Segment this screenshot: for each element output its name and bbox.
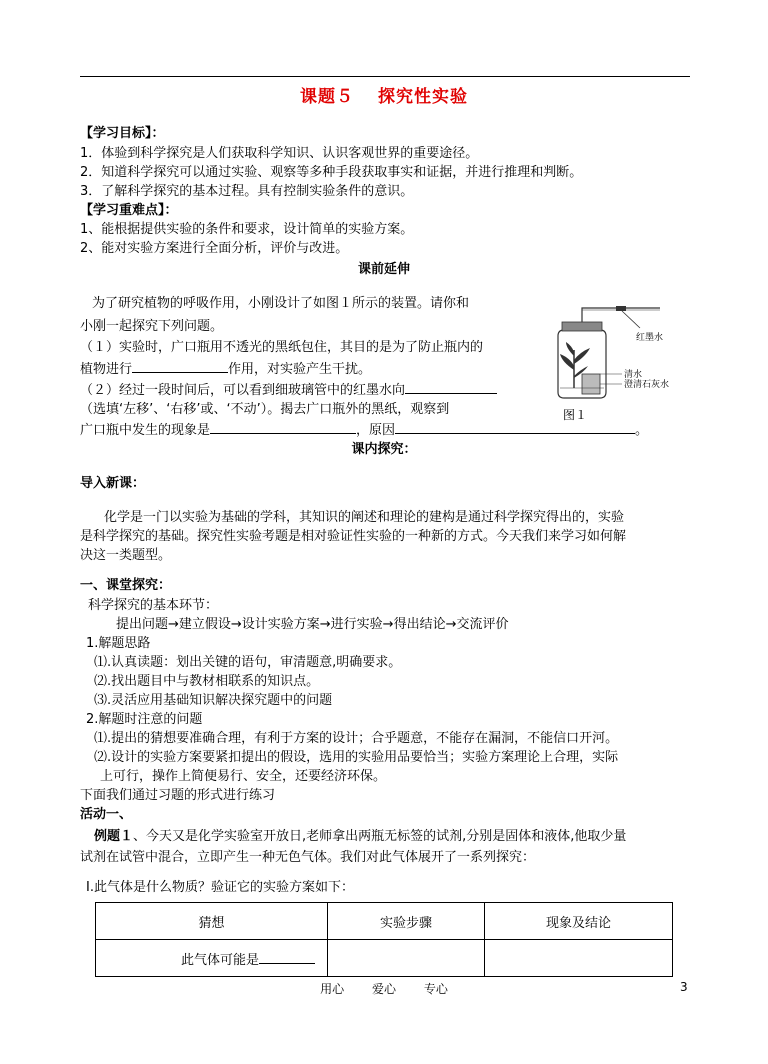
preclass-q2a xyxy=(80,380,497,400)
answer-blank-respiration[interactable] xyxy=(132,359,228,373)
note-2a: ⑵.设计的实验方案要紧扣提出的假设，选用的实验用品要恰当；实验方案理论上合理，实际 xyxy=(94,750,619,765)
activity-question: Ⅰ.此气体是什么物质？验证它的实验方案如下： xyxy=(86,880,354,895)
example-line-2: 试剂在试管中混合，立即产生一种无色气体。我们对此气体展开了一系列探究： xyxy=(80,850,536,865)
preclass-intro-1: 为了研究植物的呼吸作用，小刚设计了如图１所示的装置。请你和 xyxy=(92,296,470,311)
header-rule xyxy=(80,76,690,77)
glass-tube-inner xyxy=(582,310,660,322)
key-point-1: 1、能根据提供实验的条件和要求，设计简单的实验方案。 xyxy=(80,222,414,237)
intro-paragraph-3: 决这一类题型。 xyxy=(80,548,172,563)
figure-apparatus xyxy=(540,300,690,422)
table-cell-guess xyxy=(96,940,328,977)
plant-leaf-3 xyxy=(566,342,574,356)
intro-header: 导入新课： xyxy=(80,476,146,491)
preclass-heading: 课前延伸 xyxy=(357,262,410,277)
page-footer xyxy=(0,980,768,997)
experiment-table xyxy=(95,902,673,977)
plant-leaf-1 xyxy=(560,354,574,370)
activity-header: 活动一、 xyxy=(80,807,133,822)
label-water: 清水 xyxy=(624,370,643,380)
preclass-q1a: （１）实验时，广口瓶用不透光的黑纸包住，其目的是为了防止瓶内的 xyxy=(80,340,484,355)
table-header-result: 现象及结论 xyxy=(485,903,673,940)
plant-leaf-2 xyxy=(574,348,590,364)
key-points-header: 【学习重难点】： xyxy=(80,203,178,218)
table-cell-result[interactable] xyxy=(485,940,673,977)
table-header-guess: 猜想 xyxy=(96,903,328,940)
example-text-1: 、今天又是化学实验室开放日,老师拿出两瓶无标签的试剂,分别是固体和液体,他取少量 xyxy=(133,829,627,844)
answer-blank-gas[interactable] xyxy=(259,950,315,964)
preclass-q2b: （选填‘左移’、‘右移’或、‘不动’）。揭去广口瓶外的黑纸，观察到 xyxy=(80,402,450,417)
goal-item-2: 2．知道科学探究可以通过实验、观察等多种手段获取事实和证据，并进行推理和判断。 xyxy=(80,165,583,180)
notes-header: 2.解题时注意的问题 xyxy=(86,712,203,727)
table-row xyxy=(96,940,673,977)
note-2b: 上可行，操作上简便易行、安全，还要经济环保。 xyxy=(100,769,387,784)
ink-drop xyxy=(616,306,626,311)
goal-item-3: 3．了解科学探究的基本过程。具有控制实验条件的意识。 xyxy=(80,184,414,199)
basic-steps: 提出问题→建立假设→设计实验方案→进行实验→得出结论→交流评价 xyxy=(116,617,509,632)
beaker xyxy=(582,374,600,394)
table-header-row xyxy=(96,903,673,940)
table-cell-steps[interactable] xyxy=(328,940,485,977)
page-title xyxy=(0,82,768,107)
example-label: 例题１ xyxy=(94,829,134,844)
ideas-header: 1.解题思路 xyxy=(86,636,151,651)
example-line-1 xyxy=(94,827,626,846)
footer-item-3: 专心 xyxy=(423,982,448,996)
idea-2: ⑵.找出题目中与教材相联系的知识点。 xyxy=(94,674,320,689)
answer-blank-phenomenon[interactable] xyxy=(210,420,356,434)
jar-stopper xyxy=(562,322,602,331)
intro-paragraph-2: 是科学探究的基础。探究性实验考题是相对验证性实验的一种新的方式。今天我们来学习如何解 xyxy=(80,529,627,544)
footer-item-1: 用心 xyxy=(320,982,345,996)
table-header-steps: 实验步骤 xyxy=(328,903,485,940)
preclass-q2c xyxy=(80,420,648,440)
inclass-heading: 课内探究： xyxy=(351,442,417,457)
q1b-suffix: 作用，对实验产生干扰。 xyxy=(228,362,372,377)
q2c-prefix: 广口瓶中发生的现象是 xyxy=(80,423,211,438)
goal-item-1: 1．体验到科学探究是人们获取科学知识、认识客观世界的重要途径。 xyxy=(80,146,479,161)
q2c-middle: ，原因 xyxy=(356,423,396,438)
answer-blank-direction[interactable] xyxy=(405,380,497,394)
idea-3: ⑶.灵活应用基础知识解决探究题中的问题 xyxy=(94,693,333,708)
title-part1: 课题５ xyxy=(300,87,354,107)
q2a-prefix: （２）经过一段时间后，可以看到细玻璃管中的红墨水向 xyxy=(80,383,406,398)
ink-pointer xyxy=(622,311,640,328)
page-number: 3 xyxy=(680,980,688,994)
answer-blank-reason[interactable] xyxy=(395,420,635,434)
label-lime: 澄清石灰水 xyxy=(624,380,670,390)
note-1: ⑴.提出的猜想要准确合理，有利于方案的设计；合乎题意，不能存在漏洞，不能信口开河。 xyxy=(94,731,619,746)
preclass-q1b xyxy=(80,359,371,379)
goals-header: 【学习目标】： xyxy=(80,126,165,141)
guess-text: 此气体可能是 xyxy=(180,952,259,968)
preclass-intro-2: 小刚一起探究下列问题。 xyxy=(80,319,224,334)
basic-steps-label: 科学探究的基本环节： xyxy=(88,598,219,613)
intro-paragraph-1: 化学是一门以实验为基础的学科，其知识的阐述和理论的建构是通过科学探究得出的，实验 xyxy=(104,510,625,525)
title-part2: 探究性实验 xyxy=(378,87,468,107)
practice-intro: 下面我们通过习题的形式进行练习 xyxy=(80,788,276,803)
idea-1: ⑴.认真读题：划出关键的语句，审清题意,明确要求。 xyxy=(94,655,402,670)
figure-caption: 图１ xyxy=(563,408,588,422)
key-point-2: 2、能对实验方案进行全面分析，评价与改进。 xyxy=(80,241,349,256)
footer-item-2: 爱心 xyxy=(371,982,396,996)
label-ink: 红墨水 xyxy=(636,333,664,343)
q1b-prefix: 植物进行 xyxy=(80,362,133,377)
q2c-end: 。 xyxy=(635,423,649,438)
section1-header: 一、课堂探究： xyxy=(80,578,172,593)
